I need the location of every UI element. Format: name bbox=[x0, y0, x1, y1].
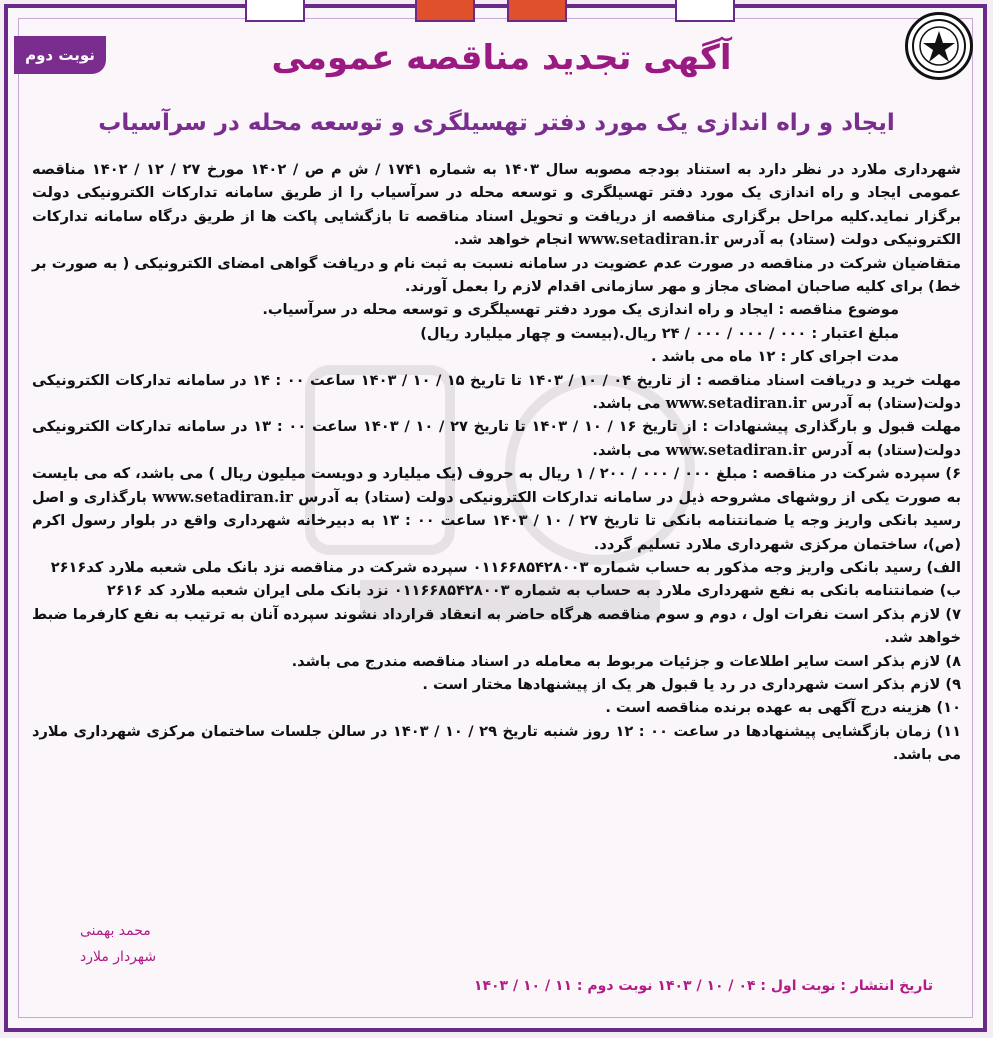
paragraph-text: مدت اجرای کار : ۱۲ ماه می باشد . bbox=[650, 348, 899, 366]
signatory-name: محمد بهمنی bbox=[80, 923, 151, 939]
paragraph-text: مبلغ اعتبار : ۰۰۰ / ۰۰۰ / ۰۰۰ / ۲۴ ریال.(بیست و چهار میلیارد ریال) bbox=[420, 324, 899, 342]
publication-dates: تاریخ انتشار : نوبت اول : ۰۴ / ۱۰ / ۱۴۰۳ نوبت دوم : ۱۱ / ۱۰ / ۱۴۰۳ bbox=[473, 978, 933, 994]
paragraph-text: ۸) لازم بذکر است سایر اطلاعات و جزئیات مربوط به معامله در اسناد مناقصه مندرج می باشد. bbox=[291, 652, 961, 670]
paragraph bbox=[32, 673, 961, 696]
paragraph-text: بارگذاری و اصل رسید بانکی واریز وجه یا ضمانتنامه بانکی تا تاریخ ۲۷ / ۱۰ / ۱۴۰۳ ساعت ۰۰ : ۱۳ به دبیرخانه شهرداری واقع در بلوار رسول اکرم (ص)، ساختمان مرکزی شهرداری ملارد تسلیم گردد. bbox=[32, 488, 961, 553]
paragraph-text: می باشد. bbox=[592, 441, 666, 459]
paragraph-text: مهلت قبول و بارگذاری پیشنهادات : از تاریخ ۱۶ / ۱۰ / ۱۴۰۳ تا تاریخ ۲۷ / ۱۰ / ۱۴۰۳ ساعت ۰۰ : ۱۳ در سامانه تدارکات الکترونیکی دولت(ستاد) به آدرس bbox=[32, 418, 962, 459]
ad-title: آگهی تجدید مناقصه عمومی bbox=[271, 38, 732, 78]
paragraph bbox=[32, 650, 961, 673]
setadiran-link[interactable]: www.setadiran.ir bbox=[665, 440, 807, 459]
paragraph-text: الف) رسید بانکی واریز وجه مذکور به حساب شماره ۰۱۱۶۶۸۵۴۲۸۰۰۳ سپرده شرکت در مناقصه نزد بانک ملی شعبه ملارد کد۲۶۱۶ bbox=[50, 558, 961, 576]
signatory-role: شهردار ملارد bbox=[80, 949, 157, 965]
municipality-emblem-icon bbox=[905, 12, 973, 80]
paragraph bbox=[32, 696, 961, 719]
paragraph-text: مهلت خرید و دریافت اسناد مناقصه : از تاریخ ۰۴ / ۱۰ / ۱۴۰۳ تا تاریخ ۱۵ / ۱۰ / ۱۴۰۳ ساعت ۰۰ : ۱۴ در سامانه تدارکات الکترونیکی دولت(ستاد) به آدرس bbox=[32, 371, 961, 413]
top-tabs bbox=[245, 0, 735, 24]
paragraph-text: ۷) لازم بذکر است نفرات اول ، دوم و سوم مناقصه هرگاه حاضر به انعقاد قرارداد نشوند سپرده آنان به ترتیب به نفع کارفرما ضبط خواهد شد. bbox=[32, 605, 961, 647]
tab-white bbox=[675, 0, 735, 22]
paragraph-text: ۶) سپرده شرکت در مناقصه : مبلغ ۰۰۰ / ۰۰۰ / ۲۰۰ / ۱ ریال به حروف (یک میلیارد و دویست میلیون ریال ) می باشد، که می بایست به صورت یکی از روشهای مشروحه ذیل در سامانه تدارکات الکترونیکی دولت (ستاد) به آدرس bbox=[32, 465, 961, 506]
setadiran-link[interactable]: www.setadiran.ir bbox=[665, 394, 807, 413]
notice-badge: نوبت دوم bbox=[14, 36, 106, 74]
paragraph bbox=[32, 322, 961, 345]
paragraph bbox=[32, 579, 961, 602]
paragraph-text: ۱۰) هزینه درج آگهی به عهده برنده مناقصه است . bbox=[605, 699, 961, 717]
paragraph-text: موضوع مناقصه : ایجاد و راه اندازی یک مورد دفتر تهسیلگری و توسعه محله در سرآسیاب. bbox=[262, 301, 899, 319]
ad-body bbox=[32, 158, 961, 767]
paragraph bbox=[32, 415, 961, 462]
paragraph bbox=[32, 298, 961, 321]
paragraph bbox=[32, 252, 961, 299]
paragraph bbox=[32, 345, 961, 368]
tab-red bbox=[507, 0, 567, 22]
paragraph bbox=[32, 158, 961, 252]
paragraph bbox=[32, 369, 961, 416]
paragraph-text: شهرداری ملارد در نظر دارد به استناد بودجه مصوبه سال ۱۴۰۳ به شماره ۱۷۴۱ / ش م ص / ۱۴۰۲ مورخ ۲۷ / ۱۲ / ۱۴۰۲ مناقصه عمومی ایجاد و راه اندازی یک مورد دفتر تهسیلگری و توسعه محله در سرآسیاب را از طریق سامانه تدارکات الکترونیکی دولت برگزار نماید.کلیه مراحل برگزاری مناقصه از دریافت و تحویل اسناد مناقصه تا بازگشایی پاکت ها از طریق درگاه سامانه تدارکات الکترونیکی دولت (ستاد) به آدرس bbox=[32, 161, 961, 249]
paragraph bbox=[32, 556, 961, 579]
signature-block bbox=[80, 918, 156, 970]
paragraph bbox=[32, 603, 961, 650]
setadiran-link[interactable]: www.setadiran.ir bbox=[577, 230, 719, 249]
ad-subtitle: ایجاد و راه اندازی یک مورد دفتر تهسیلگری و توسعه محله در سرآسیاب bbox=[98, 110, 895, 136]
tab-red bbox=[415, 0, 475, 22]
paragraph-text: ۹) لازم بذکر است شهرداری در رد یا قبول هر یک از پیشنهادها مختار است . bbox=[422, 675, 961, 693]
paragraph-text: انجام خواهد شد. bbox=[453, 231, 578, 249]
paragraph-text: می باشد. bbox=[592, 395, 666, 413]
setadiran-link[interactable]: www.setadiran.ir bbox=[152, 487, 293, 506]
paragraph-text: متقاضیان شرکت در مناقصه در صورت عدم عضویت در سامانه نسبت به ثبت نام و دریافت گواهی امضای الکترونیکی ( به صورت بر خط) برای کلیه صاحبان امضای مجاز و مهر سازمانی اقدام لازم را بعمل آورند. bbox=[32, 254, 961, 296]
paragraph bbox=[32, 462, 961, 556]
tab-white bbox=[245, 0, 305, 22]
paragraph-text: ۱۱) زمان بازگشایی پیشنهادها در ساعت ۰۰ : ۱۲ روز شنبه تاریخ ۲۹ / ۱۰ / ۱۴۰۳ در سالن جلسات ساختمان مرکزی شهرداری ملارد می باشد. bbox=[32, 722, 962, 764]
paragraph-text: ب) ضمانتنامه بانکی به نفع شهرداری ملارد به حساب به شماره ۰۱۱۶۶۸۵۴۲۸۰۰۳ نزد بانک ملی ایران شعبه ملارد کد ۲۶۱۶ bbox=[106, 582, 961, 600]
paragraph bbox=[32, 720, 961, 767]
